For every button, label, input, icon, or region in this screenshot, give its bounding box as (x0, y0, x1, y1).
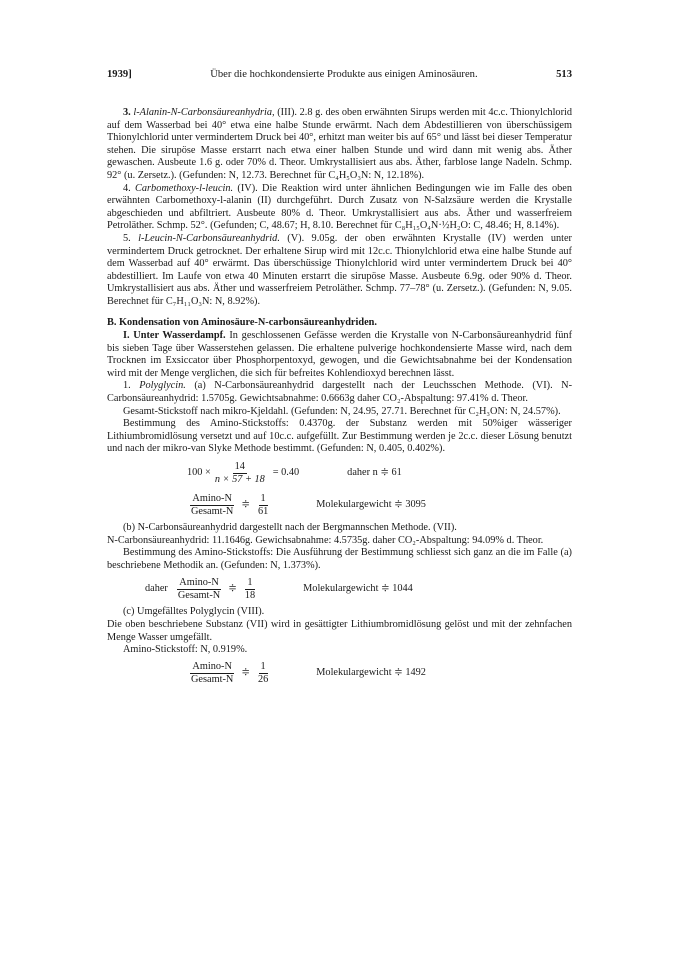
formula-degree-of-polymerization (107, 458, 572, 488)
paragraph-text: 2.8 g. des oben erwähnten Sirups werden mit 4c.c. Thionylchlorid auf dem Wasserbad bei 40° etwa eine halbe Stunde erwärmt. Nach dem Abdestillieren von überschüssigem Thionylchlorid unter vermindertem Druck bei 40°, erhitzt man weiter bis auf 65° und lässt bei dieser Temperatur stehen. Die sirupöse Masse erstarrt nach etwa einer halben Stunde und wird dann mit wenig abs. Äther gewaschen. Ausbeute 1.6 g. oder 70% d. Theor. Umkrystallisiert aus abs. Äther, farblose lange Nadeln. Schmp. 92° (u. Zersetz.). (Gefunden: N, 12.73. Berechnet für C₄H₅O₃N: N, 12.18%). (107, 107, 573, 181)
fraction-denominator: n × 57 + 18 (214, 473, 265, 485)
molecular-weight: Molekulargewicht ≑ 3095 (316, 498, 426, 510)
fraction-denominator: Gesamt-N (177, 589, 221, 601)
compound-name: Polyglycin. (139, 380, 186, 392)
paragraph-text: 9.05g. der oben erwähnten Krystalle (IV) werden unter vermindertem Druck getrocknet. Der erhaltene Sirup wird mit 12c.c. Thionylchlorid etwa eine halbe Stunde auf dem Wasserbad auf 40° erwärmt. Das überschüssige Thionylchlorid wird unter vermindertem Druck bei 40° abdestilliert. Im Laufe von etwa 40 Minuten erstarrt die sirupöse Masse. Ausbeute 6.9g. oder 90% d. Theor. Umkrystallisiert aus abs. Äther und wasserfreiem Petroläther. Schmp. 77–78° (u. Zersetz.). (Gefunden: N, 9.05. Berechnet für C₇H₁₁O₃N: N, 8.92%). (107, 232, 572, 307)
subsection-label: I. Unter Wasserdampf. (123, 330, 226, 342)
fraction (189, 493, 235, 518)
paragraph-alanin-anhydride (107, 107, 572, 183)
item-number: 5. (123, 232, 131, 244)
paragraph-amino-nitrogen-a: Bestimmung des Amino-Stickstoffs: 0.4370g. der Substanz werden mit 50%iger wässeriger Lithiumbromidlösung versetzt und auf 10c.c. aufgefüllt. Zur Bestimmung werden je 2c.c. dieser Lösung benutzt und nach der mikro-van Slyke Methode bestimmt. (Gefunden: N, 0.405, 0.402%). (107, 418, 572, 455)
approx-sign: ≑ (241, 667, 250, 679)
paragraph-polyglycin-c: (c) Umgefälltes Polyglycin (VIII). (123, 606, 265, 618)
item-number: 4. (123, 182, 131, 194)
compound-ref: (IV). (237, 182, 258, 194)
fraction-numerator: Amino-N (192, 661, 232, 673)
fraction-numerator: 1 (247, 576, 253, 588)
paragraph-polyglycin-b: (b) N-Carbonsäureanhydrid dargestellt nach der Bergmannschen Methode. (VII). (123, 522, 457, 534)
header-title: Über die hochkondensierte Produkte aus einigen Aminosäuren. (210, 69, 478, 80)
paragraph-amino-nitrogen-c: Amino-Stickstoff: N, 0.919%. (123, 644, 248, 656)
page-body (107, 107, 572, 691)
fraction-denominator: 18 (244, 589, 256, 601)
formula-result: daher n ≑ 61 (347, 466, 402, 478)
compound-name: Carbomethoxy-l-leucin. (135, 182, 234, 194)
fraction (256, 661, 270, 686)
approx-sign: ≑ (228, 583, 237, 595)
paragraph-b-data: N-Carbonsäureanhydrid: 11.1646g. Gewichsabnahme: 4.5735g. daher CO₂-Abspaltung: 94.09% d. Theor. (107, 534, 544, 546)
item-number: 1. (123, 380, 131, 392)
paragraph-text: (a) N-Carbonsäureanhydrid dargestellt nach der Leuchsschen Methode. (VI). N-Carbonsäureanhydrid: 1.5705g. Gewichtsabnahme: 0.6663g daher CO₂-Abspaltung: 97.41% d. Theor. (107, 380, 572, 405)
molecular-weight: Molekulargewicht ≑ 1044 (303, 583, 413, 595)
paragraph-text: In geschlossenen Gefässe werden die Krystalle von N-Carbonsäureanhydrid fünf bis sieben Tage über Wasserstehen gelassen. Die erhaltene pulverige hochkondensierte Masse wird, nach dem Trocknen im Exsiccator über Phosphorpentoxyd, gewogen, und die Gewichtsabnahme bei der Kondensation wird mit der Menge verglichen, die sich für befreites Kohlendioxyd berechnen lässt. (107, 330, 572, 379)
formula-molecular-weight-c (107, 659, 572, 689)
fraction (189, 661, 235, 686)
fraction-denominator: 61 (257, 505, 269, 517)
paragraph-polyglycin-a (107, 380, 572, 405)
fraction-denominator: 26 (257, 674, 269, 686)
fraction (176, 577, 222, 602)
compound-name: l-Leucin-N-Carbonsäureanhydrid. (138, 232, 280, 244)
formula-left: daher (145, 583, 168, 595)
fraction (256, 493, 270, 518)
fraction-numerator: 1 (260, 661, 266, 673)
compound-ref: (V). (287, 232, 305, 244)
compound-ref: (III). (277, 107, 297, 118)
compound-name: l-Alanin-N-Carbonsäureanhydria, (133, 107, 275, 118)
paragraph-leucin-anhydride (107, 233, 572, 309)
fraction (243, 577, 257, 602)
fraction-numerator: 14 (234, 460, 245, 472)
running-header (107, 69, 572, 82)
formula-left: 100 × (187, 466, 211, 478)
paragraph-kjeldahl: Gesamt-Stickstoff nach mikro-Kjeldahl. (Gefunden: N, 24.95, 27.71. Berechnet für C₂H₃ON: N, 24.57%). (123, 405, 561, 417)
fraction-denominator: Gesamt-N (191, 505, 234, 517)
section-heading-b: B. Kondensation von Aminosäure-N-carbonsäureanhydriden. (107, 316, 377, 328)
fraction-denominator: Gesamt-N (191, 674, 234, 686)
formula-molecular-weight-a (107, 490, 572, 520)
item-number: 3. (123, 107, 131, 118)
approx-sign: ≑ (241, 498, 250, 510)
paragraph-carbomethoxy-leucin (107, 183, 572, 233)
paragraph-amino-nitrogen-b: Bestimmung des Amino-Stickstoffs: Die Ausführung der Bestimmung schliesst sich ganz an die im Falle (a) beschriebene Methodik an. (Gefunden: N, 1.373%). (107, 547, 572, 571)
paragraph-unter-wasserdampf (107, 330, 572, 380)
fraction-numerator: Amino-N (192, 492, 232, 504)
header-year: 1939] (107, 69, 132, 80)
fraction-numerator: 1 (260, 492, 266, 504)
paragraph-c-description: Die oben beschriebene Substanz (VII) wird in gesättigter Lithiumbromidlösung gelöst und mit der zehnfachen Menge Wasser umgefällt. (107, 619, 572, 643)
fraction (213, 461, 267, 486)
header-page-number: 513 (556, 69, 572, 80)
fraction-numerator: Amino-N (179, 576, 219, 588)
molecular-weight: Molekulargewicht ≑ 1492 (316, 667, 426, 679)
formula-right: = 0.40 (272, 466, 300, 478)
formula-molecular-weight-b (107, 574, 572, 604)
paragraph-text: Die Reaktion wird unter ähnlichen Bedingungen wie im Falle des oben erwähnten Carbomethoxy-l-alanin (II) durchgeführt. Durch Zusatz von N-Salzsäure werden die Krystalle abgeschieden und abfiltriert. Ausbeute 80% d. Theor. Umkrystallisiert aus abs. Äther und wasserfreiem Petroläther. Schmp. 52°. (Gefunden; C, 48.67; H, 8.10. Berechnet für C₈H₁₅O₄N·½H₂O: C, 48.46; H, 8.14%). (107, 182, 572, 232)
